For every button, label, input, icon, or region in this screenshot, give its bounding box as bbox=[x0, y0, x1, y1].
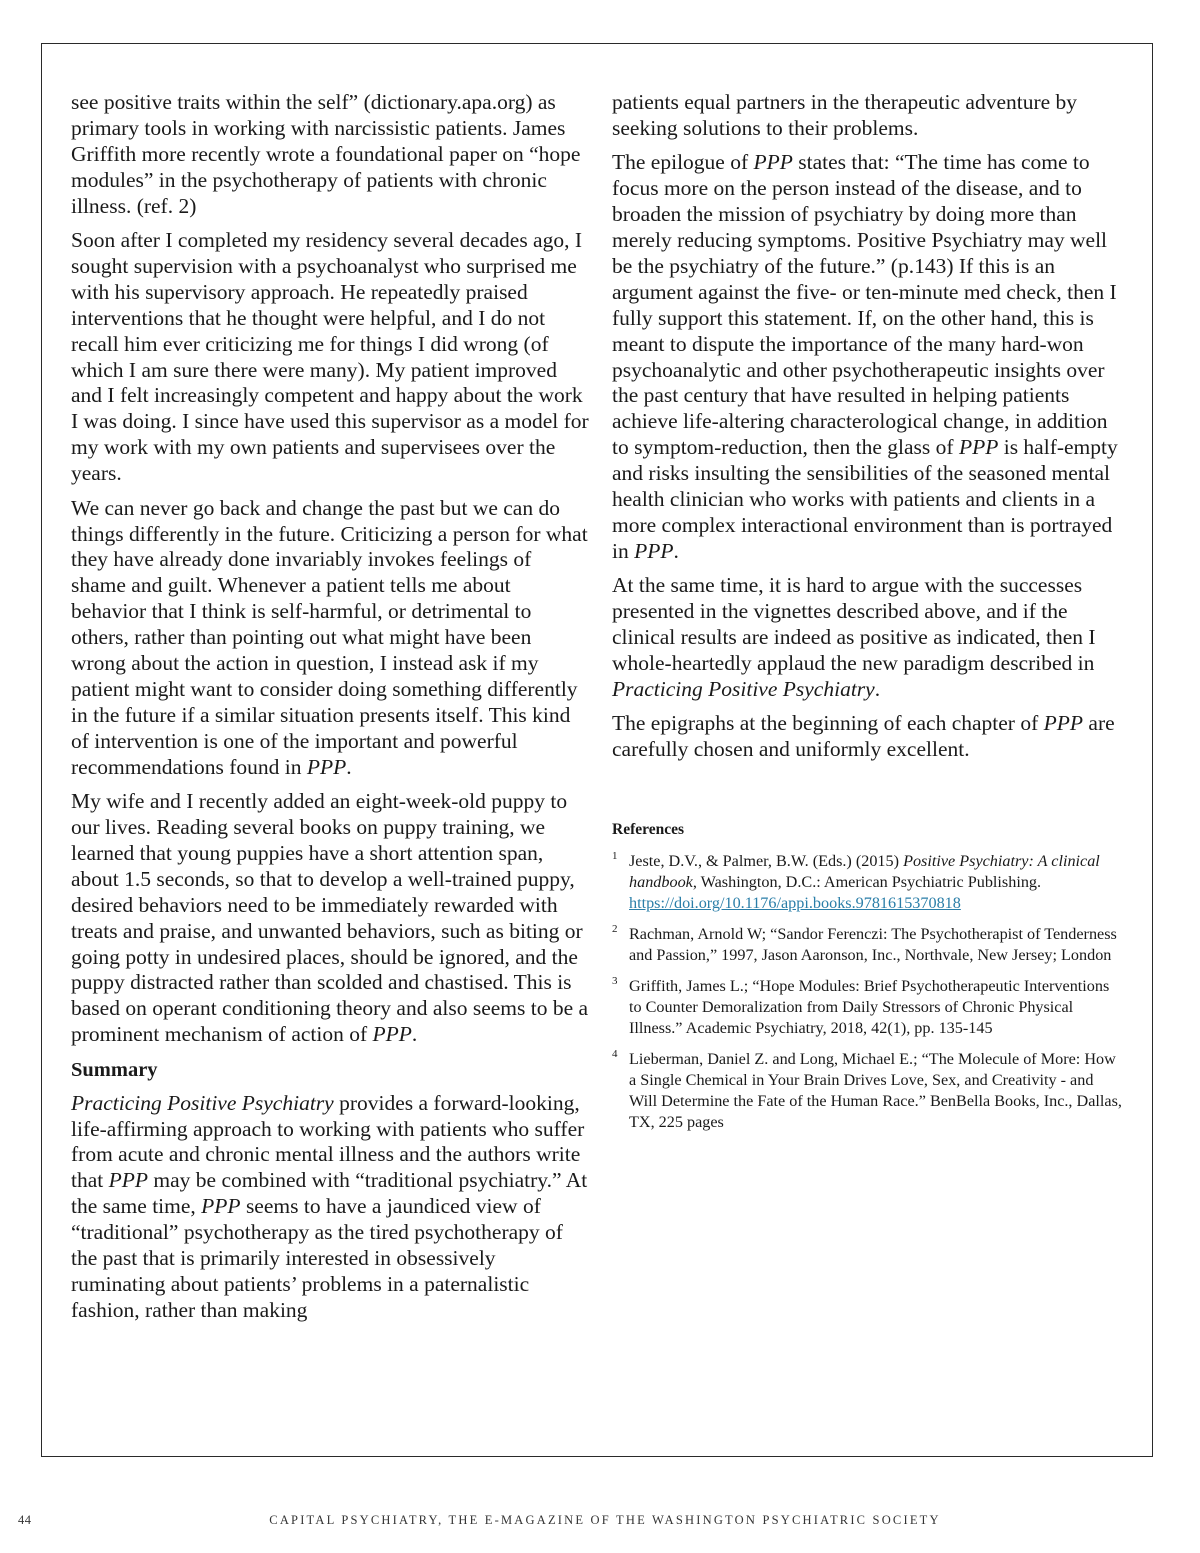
punct: . bbox=[411, 1022, 418, 1047]
punct: . bbox=[874, 676, 881, 701]
doi-link[interactable]: https://doi.org/10.1176/appi.books.9781615370818 bbox=[629, 894, 961, 913]
page-footer bbox=[0, 1513, 1200, 1533]
reference-number: 1 bbox=[612, 850, 618, 863]
paragraph-text: may be combined with “traditional psychiatry.” At the same time, bbox=[71, 1168, 588, 1219]
reference-text: Rachman, Arnold W; “Sandor Ferenczi: The Psychotherapist of Tenderness and Passion,” 1997, Jason Aaronson, Inc., Northvale, New Jersey; London bbox=[629, 925, 1117, 965]
paragraph-text: We can never go back and change the past but we can do things differently in the future. Criticizing a person for what they have already done invariably invokes feelings of shame and guilt. Whenever a patient tells me about behavior that I think is self-harmful, or detrimental to others, rather than pointing out what might have been wrong about the action in question, I instead ask if my patient might want to consider doing something differently in the future if a similar situation presents itself. This kind of intervention is one of the important and powerful recommendations found in bbox=[71, 495, 588, 779]
reference-text: Lieberman, Daniel Z. and Long, Michael E.; “The Molecule of More: How a Single Chemical in Your Brain Drives Love, Sex, and Creativity - and Will Determine the Fate of the Human Race.” BenBella Books, Inc., Dallas, TX, 225 pages bbox=[629, 1050, 1122, 1132]
book-abbrev: PPP bbox=[634, 538, 674, 563]
paragraph bbox=[612, 711, 1122, 763]
book-abbrev: PPP bbox=[372, 1022, 412, 1047]
paragraph-text: is half-empty and risks insulting the sensibilities of the seasoned mental health clinician who works with patients and clients in a more complex interactional environment than is portrayed in bbox=[612, 435, 1118, 563]
right-column bbox=[612, 90, 1122, 1143]
paragraph: see positive traits within the self” (dictionary.apa.org) as primary tools in working with narcissistic patients. James Griffith more recently wrote a foundational paper on “hope modules” in the psychotherapy of patients with chronic illness. (ref. 2) bbox=[71, 90, 581, 218]
summary-heading: Summary bbox=[71, 1058, 158, 1081]
punct: . bbox=[673, 538, 679, 563]
book-abbrev: PPP bbox=[108, 1168, 149, 1193]
left-column bbox=[71, 90, 589, 1332]
reference-item bbox=[612, 976, 1122, 1039]
reference-number: 3 bbox=[612, 975, 618, 988]
reference-number: 2 bbox=[612, 923, 618, 936]
reference-text: Jeste, D.V., & Palmer, B.W. (Eds.) (2015) bbox=[629, 852, 904, 871]
reference-title: Positive Psychiatry: A clinical handbook bbox=[629, 852, 1100, 892]
reference-text: , Washington, D.C.: American Psychiatric Publishing. bbox=[692, 873, 1042, 892]
book-title: Practicing Positive Psychiatry bbox=[71, 1090, 334, 1115]
paragraph-text: At the same time, it is hard to argue with the successes presented in the vignettes described above, and if the clinical results are indeed as positive as indicated, then I whole-heartedly applaud the new paradigm described in bbox=[612, 573, 1096, 676]
book-abbrev: PPP bbox=[753, 150, 793, 175]
book-abbrev: PPP bbox=[958, 435, 999, 460]
paragraph-text: The epigraphs at the beginning of each chapter of bbox=[612, 711, 1044, 736]
paragraph-text: provides a forward-looking, life-affirming approach to working with patients who suffer from acute and chronic mental illness and the authors write that bbox=[71, 1090, 585, 1193]
book-abbrev: PPP bbox=[201, 1194, 241, 1219]
publication-masthead: CAPITAL PSYCHIATRY, THE E-MAGAZINE OF THE WASHINGTON PSYCHIATRIC SOCIETY bbox=[269, 1513, 941, 1527]
paragraph-text: My wife and I recently added an eight-week-old puppy to our lives. Reading several books on puppy training, we learned that young puppies have a short attention span, about 1.5 seconds, so that to develop a well-trained puppy, desired behaviors need to be immediately rewarded with treats and praise, and unwanted behaviors, such as biting or going potty in undesired places, should be ignored, and the puppy distracted rather than scolded and chastised. This is based on operant conditioning theory and also seems to be a prominent mechanism of action of bbox=[71, 789, 589, 1047]
book-abbrev: PPP bbox=[1043, 711, 1084, 736]
reference-number: 4 bbox=[612, 1048, 618, 1061]
paragraph-text: The epilogue of bbox=[612, 150, 754, 175]
paragraph-text: are carefully chosen and uniformly excellent. bbox=[612, 711, 1115, 762]
paragraph bbox=[71, 496, 589, 781]
references-section bbox=[612, 817, 1122, 1133]
paragraph bbox=[612, 150, 1122, 565]
paragraph bbox=[71, 1091, 589, 1324]
punct: . bbox=[346, 754, 352, 779]
paragraph: Soon after I completed my residency several decades ago, I sought supervision with a psychoanalyst who surprised me with his supervisory approach. He repeatedly praised interventions that he thought were helpful, and I do not recall him ever criticizing me for things I did wrong (of which I am sure there were many). My patient improved and I felt increasingly competent and happy about the work I was doing. I since have used this supervisor as a model for my work with my own patients and supervisees over the years. bbox=[71, 228, 589, 486]
paragraph-text: states that: “The time has come to focus more on the person instead of the disease, and to broaden the mission of psychiatry by doing more than merely reducing symptoms. Positive Psychiatry may well be the psychiatry of the future.” (p.143) If this is an argument against the five- or ten-minute med check, then I fully support this statement. If, on the other hand, this is meant to dispute the importance of the many hard-won psychoanalytic and other psychotherapeutic insights over the past century that have resulted in helping patients achieve life-altering characterological change, in addition to symptom-reduction, then the glass of bbox=[612, 150, 1117, 460]
paragraph bbox=[71, 789, 589, 1048]
reference-item bbox=[612, 924, 1122, 966]
paragraph: patients equal partners in the therapeutic adventure by seeking solutions to their problems. bbox=[612, 90, 1078, 140]
reference-item bbox=[612, 1049, 1122, 1133]
page-number: 44 bbox=[18, 1513, 32, 1527]
reference-text: Griffith, James L.; “Hope Modules: Brief Psychotherapeutic Interventions to Counter Demoralization from Daily Stressors of Chronic Physical Illness.” Academic Psychiatry, 2018, 42(1), pp. 135-145 bbox=[629, 977, 1110, 1038]
reference-item bbox=[612, 851, 1122, 914]
paragraph bbox=[612, 573, 1122, 703]
references-heading: References bbox=[612, 821, 685, 839]
book-abbrev: PPP bbox=[306, 754, 347, 779]
book-title: Practicing Positive Psychiatry bbox=[612, 676, 875, 701]
paragraph-text: seems to have a jaundiced view of “traditional” psychotherapy as the tired psychotherapy of the past that is primarily interested in obsessively ruminating about patients’ problems in a paternalistic fashion, rather than making bbox=[71, 1194, 563, 1322]
